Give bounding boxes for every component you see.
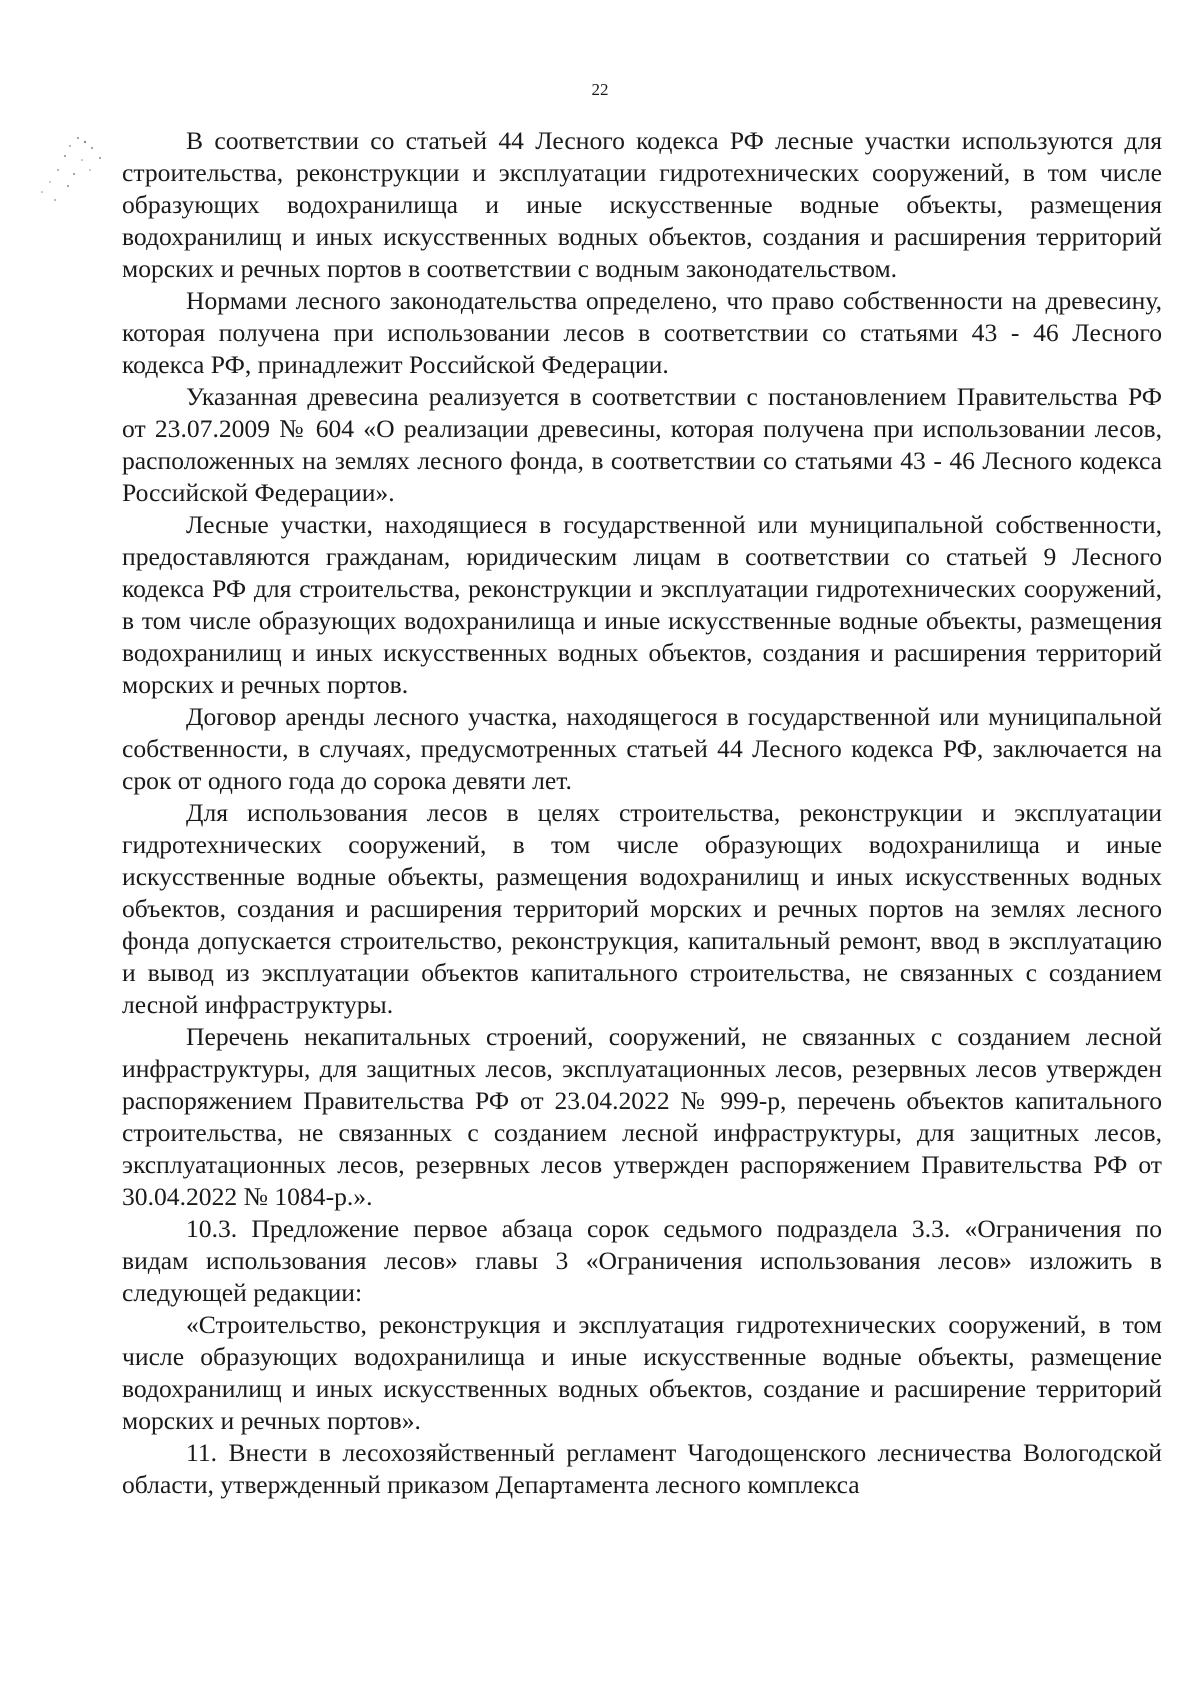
paragraph: В соответствии со статьей 44 Лесного кодекса РФ лесные участки используются для строительства, реконструкции и эксплуатации гидротехнических сооружений, в том числе образующих водохранилища и иные искусственные водные объекты, размещения водохранилищ и иных искусственных водных объектов, создания и расширения территорий морских и речных портов в соответствии с водным законодательством. [122, 126, 1162, 283]
scan-artifact-dots [30, 130, 120, 210]
paragraph: Лесные участки, находящиеся в государственной или муниципальной собственности, предоставляются гражданам, юридическим лицам в соответствии со статьей 9 Лесного кодекса РФ для строительства, реконструкции и эксплуатации гидротехнических сооружений, в том числе образующих водохранилища и иные искусственные водные объекты, размещения водохранилищ и иных искусственных водных объектов, создания и расширения территорий морских и речных портов. [122, 510, 1162, 699]
paragraph: Перечень некапитальных строений, сооружений, не связанных с созданием лесной инфраструктуры, для защитных лесов, эксплуатационных лесов, резервных лесов утвержден распоряжением Правительства РФ от 23.04.2022 № 999-р, перечень объектов капитального строительства, не связанных с созданием лесной инфраструктуры, для защитных лесов, эксплуатационных лесов, резервных лесов утвержден распоряжением Правительства РФ от 30.04.2022 № 1084-р.». [122, 1022, 1162, 1211]
paragraph: 11. Внести в лесохозяйственный регламент Чагодощенского лесничества Вологодской области, утвержденный приказом Департамента лесного комплекса [122, 1438, 1162, 1499]
paragraph: Договор аренды лесного участка, находящегося в государственной или муниципальной собственности, в случаях, предусмотренных статьей 44 Лесного кодекса РФ, заключается на срок от одного года до сорока девяти лет. [122, 702, 1162, 795]
paragraph: «Строительство, реконструкция и эксплуатация гидротехнических сооружений, в том числе образующих водохранилища и иные искусственные водные объекты, размещение водохранилищ и иных искусственных водных объектов, создание и расширение территорий морских и речных портов». [122, 1310, 1162, 1435]
page-number: 22 [591, 80, 609, 99]
paragraph: 10.3. Предложение первое абзаца сорок седьмого подраздела 3.3. «Ограничения по видам использования лесов» главы 3 «Ограничения использования лесов» изложить в следующей редакции: [122, 1214, 1162, 1307]
paragraph: Нормами лесного законодательства определено, что право собственности на древесину, которая получена при использовании лесов в соответствии со статьями 43 - 46 Лесного кодекса РФ, принадлежит Российской Федерации. [122, 286, 1162, 379]
paragraph: Указанная древесина реализуется в соответствии с постановлением Правительства РФ от 23.07.2009 № 604 «О реализации древесины, которая получена при использовании лесов, расположенных на землях лесного фонда, в соответствии со статьями 43 - 46 Лесного кодекса Российской Федерации». [122, 382, 1162, 507]
document-body [122, 125, 1162, 1501]
paragraph: Для использования лесов в целях строительства, реконструкции и эксплуатации гидротехнических сооружений, в том числе образующих водохранилища и иные искусственные водные объекты, размещения водохранилищ и иных искусственных водных объектов, создания и расширения территорий морских и речных портов на землях лесного фонда допускается строительство, реконструкция, капитальный ремонт, ввод в эксплуатацию и вывод из эксплуатации объектов капитального строительства, не связанных с созданием лесной инфраструктуры. [122, 798, 1162, 1019]
